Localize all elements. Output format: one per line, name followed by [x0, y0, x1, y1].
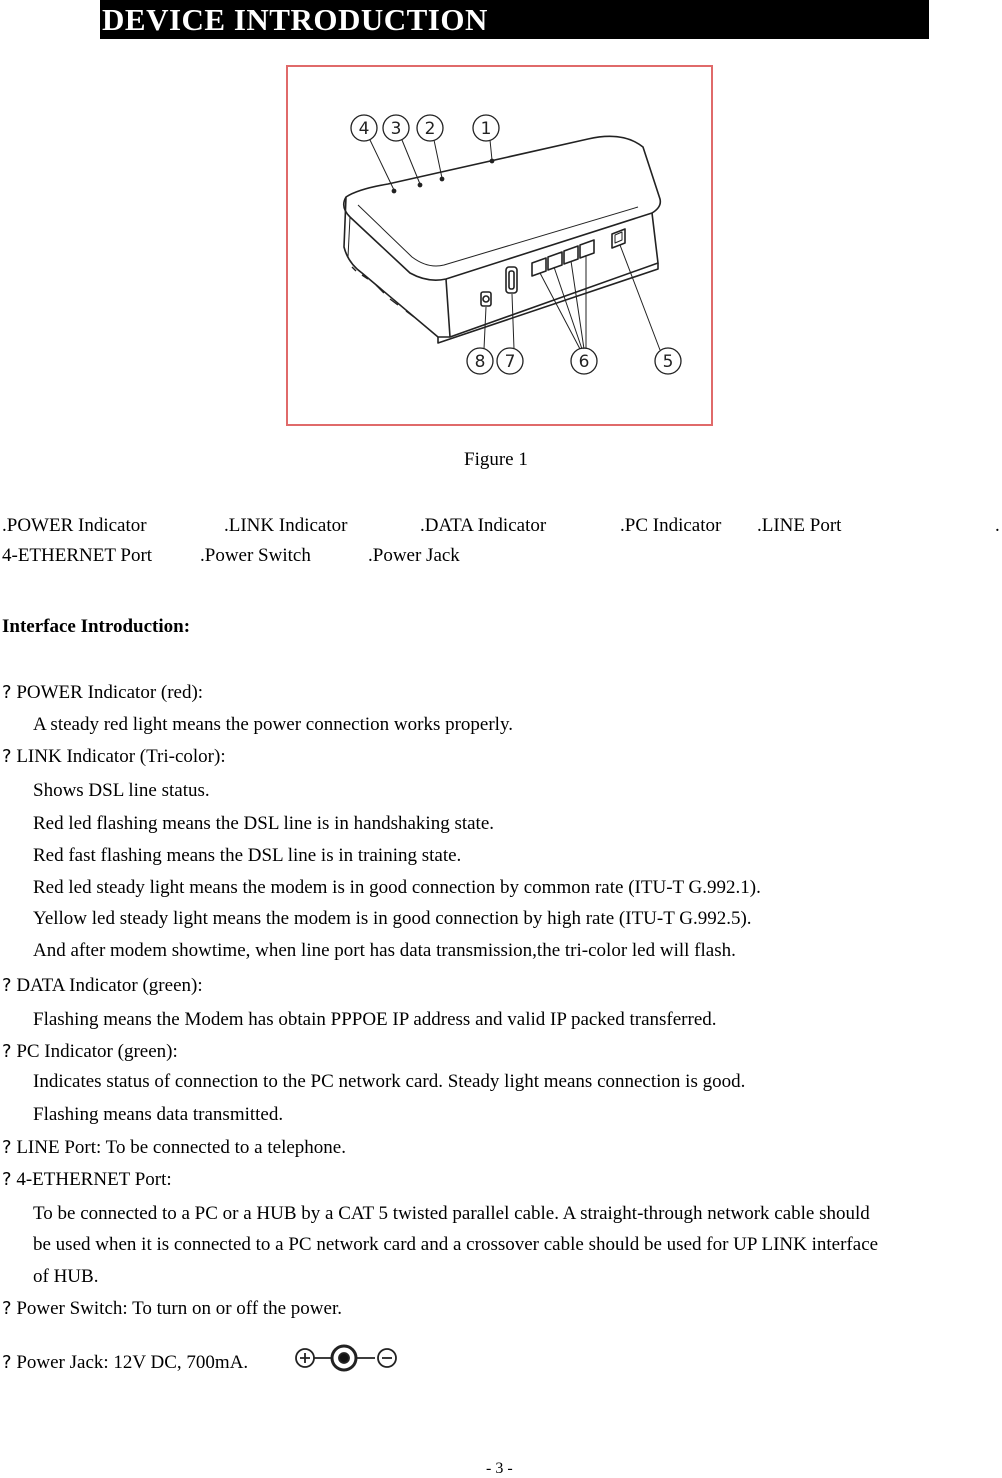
page-title: DEVICE INTRODUCTION — [100, 0, 929, 39]
callout-3: 3 — [390, 119, 402, 139]
entry-data-line: Flashing means the Modem has obtain PPPOE IP address and valid IP packed transferred. — [33, 1009, 717, 1030]
bullet-icon: ? — [2, 1169, 12, 1190]
entry-link-line: Shows DSL line status. — [33, 780, 210, 801]
callout-1: 1 — [480, 119, 492, 139]
entry-ethernet-line: be used when it is connected to a PC network card and a crossover cable should be used for UP LINK interface — [33, 1234, 879, 1255]
bullet-icon: ? — [2, 975, 12, 996]
entry-ethernet-title: ? 4-ETHERNET Port: — [2, 1169, 172, 1190]
callout-4: 4 — [358, 119, 370, 139]
bullet-icon: ? — [2, 1352, 12, 1373]
legend-item-link: .LINK Indicator — [224, 515, 348, 536]
entry-ethernet-line: To be connected to a PC or a HUB by a CAT 5 twisted parallel cable. A straight-through network cable should — [33, 1203, 870, 1224]
legend-item-power-switch: .Power Switch — [200, 545, 311, 566]
legend-item-power: .POWER Indicator — [2, 515, 147, 536]
entry-link-line: Red fast flashing means the DSL line is in training state. — [33, 845, 462, 866]
legend-item-ethernet: 4-ETHERNET Port — [2, 545, 153, 566]
modem-illustration — [288, 67, 711, 424]
entry-link-line: Red led steady light means the modem is in good connection by common rate (ITU-T G.992.1). — [33, 877, 761, 898]
bullet-icon: ? — [2, 1041, 12, 1062]
callout-8: 8 — [474, 352, 486, 372]
entry-data-title: ? DATA Indicator (green): — [2, 975, 203, 996]
legend-item-data: .DATA Indicator — [420, 515, 547, 536]
entry-link-line: Red led flashing means the DSL line is in handshaking state. — [33, 813, 495, 834]
legend-item-line: .LINE Port — [757, 515, 842, 536]
legend-item-marker: . — [995, 515, 1000, 536]
entry-power-jack: ? Power Jack: 12V DC, 700mA. — [2, 1352, 249, 1373]
section-heading: Interface Introduction: — [2, 616, 191, 637]
entry-line-port: ? LINE Port: To be connected to a telephone. — [2, 1137, 346, 1158]
page-number: - 3 - — [486, 1460, 513, 1477]
figure-caption: Figure 1 — [464, 449, 528, 470]
dc-polarity-icon — [293, 1342, 403, 1376]
entry-pc-title: ? PC Indicator (green): — [2, 1041, 178, 1062]
device-figure — [286, 65, 713, 426]
bullet-icon: ? — [2, 1298, 12, 1319]
entry-power-line: A steady red light means the power connection works properly. — [33, 714, 513, 735]
callout-2: 2 — [424, 119, 436, 139]
legend-item-pc: .PC Indicator — [620, 515, 722, 536]
entry-pc-line: Flashing means data transmitted. — [33, 1104, 284, 1125]
entry-ethernet-line: of HUB. — [33, 1266, 99, 1287]
entry-power-title: ? POWER Indicator (red): — [2, 682, 204, 703]
callout-7: 7 — [504, 352, 516, 372]
callout-5: 5 — [662, 352, 674, 372]
entry-power-switch: ? Power Switch: To turn on or off the power. — [2, 1298, 342, 1319]
entry-link-title: ? LINK Indicator (Tri-color): — [2, 746, 226, 767]
entry-link-line: Yellow led steady light means the modem is in good connection by high rate (ITU-T G.992.5). — [33, 908, 752, 929]
entry-pc-line: Indicates status of connection to the PC network card. Steady light means connection is good. — [33, 1071, 746, 1092]
bullet-icon: ? — [2, 682, 12, 703]
legend-item-power-jack: .Power Jack — [368, 545, 460, 566]
entry-link-line: And after modem showtime, when line port has data transmission,the tri-color led will flash. — [33, 940, 736, 961]
bullet-icon: ? — [2, 1137, 12, 1158]
bullet-icon: ? — [2, 746, 12, 767]
callout-6: 6 — [578, 352, 590, 372]
